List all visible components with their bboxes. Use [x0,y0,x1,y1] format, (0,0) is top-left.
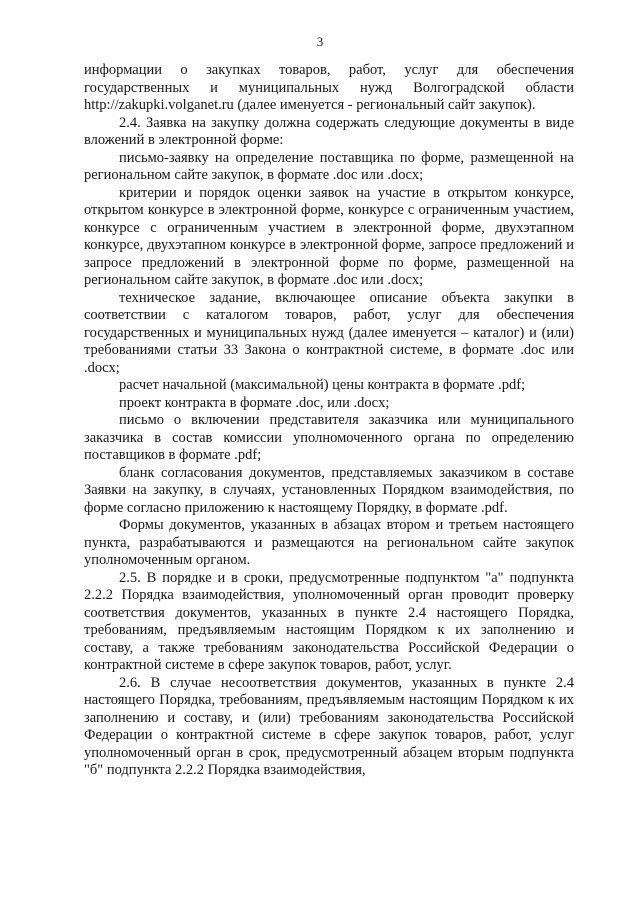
paragraph-list-item: письмо-заявку на определение поставщика по форме, размещенной на региональном сайте закупок, в формате .doc или .docx; [84,149,574,183]
paragraph-2-6: 2.6. В случае несоответствия документов, указанных в пункте 2.4 настоящего Порядка, требованиям, предъявляемым настоящим Порядком к их заполнению и составу, и (или) требованиям законодательства Российской Федерации о контрактной системе в сфере закупок товаров, работ, услуг уполномоченный орган в срок, предусмотренный абзацем вторым подпункта "б" подпункта 2.2.2 Порядка взаимодействия, [84,674,574,778]
paragraph-continuation: информации о закупках товаров, работ, услуг для обеспечения государственных и муниципальных нужд Волгоградской области http://zakupki.volganet.ru (далее именуется - региональный сайт закупок). [84,62,574,113]
paragraph-2-4: 2.4. Заявка на закупку должна содержать следующие документы в виде вложений в электронной форме: [84,114,574,148]
paragraph-list-item: проект контракта в формате .doc, или .docx; [119,394,390,411]
document-body [84,62,574,780]
paragraph-forms: Формы документов, указанных в абзацах втором и третьем настоящего пункта, разрабатываются и размещаются на региональном сайте закупок уполномоченным органом. [84,517,574,568]
paragraph-list-item: письмо о включении представителя заказчика или муниципального заказчика в состав комиссии уполномоченного органа по определению поставщиков в формате .pdf; [84,412,574,463]
paragraph-list-item: техническое задание, включающее описание объекта закупки в соответствии с каталогом товаров, работ, услуг для обеспечения государственных и муниципальных нужд (далее именуется – каталог) и (или) требованиями статьи 33 Закона о контрактной системе, в формате .doc или .docx; [84,289,574,376]
paragraph-list-item: расчет начальной (максимальной) цены контракта в формате .pdf; [119,377,526,393]
paragraph-2-5: 2.5. В порядке и в сроки, предусмотренные подпунктом "а" подпункта 2.2.2 Порядка взаимодействия, уполномоченный орган проводит проверку соответствия документов, указанных в пункте 2.4 настоящего Порядка, требованиям, предъявляемым настоящим Порядком к их заполнению и составу, а также требованиям законодательства Российской Федерации о контрактной системе в сфере закупок товаров, работ, услуг. [84,569,574,673]
paragraph-list-item: критерии и порядок оценки заявок на участие в открытом конкурсе, открытом конкурсе в электронной форме, конкурсе с ограниченным участием, конкурсе с ограниченным участием в электронной форме, двухэтапном конкурсе, двухэтапном конкурсе в электронной форме, запросе предложений и запросе предложений в электронной форме по форме, размещенной на региональном сайте закупок, в формате .doc или .docx; [84,184,574,288]
page-number: 3 [316,34,324,49]
paragraph-list-item: бланк согласования документов, представляемых заказчиком в составе Заявки на закупку, в случаях, установленных Порядком взаимодействия, по форме согласно приложению к настоящему Порядку, в формате .pdf. [84,464,574,516]
